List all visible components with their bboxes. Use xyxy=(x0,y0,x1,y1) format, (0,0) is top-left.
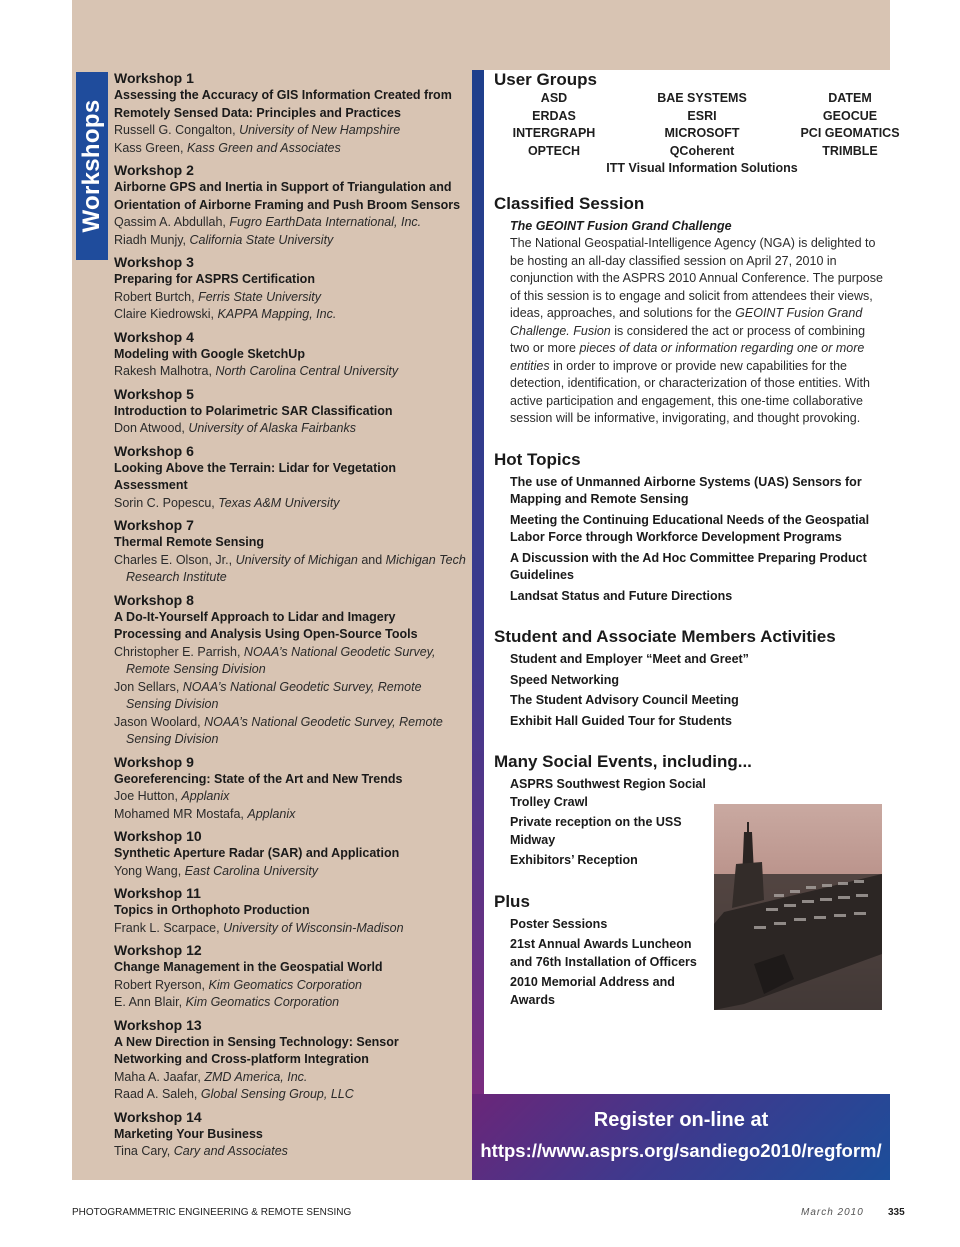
plus-list xyxy=(510,916,710,1010)
user-group-name: INTERGRAPH xyxy=(512,126,596,140)
presenter-name: Qassim A. Abdullah, xyxy=(114,215,230,229)
presenter-name: Don Atwood, xyxy=(114,421,189,435)
presenter-name: Tina Cary, xyxy=(114,1144,174,1158)
presenter xyxy=(114,1069,466,1087)
presenter xyxy=(114,232,466,250)
presenter xyxy=(114,679,466,714)
student-item: Speed Networking xyxy=(510,672,620,687)
student-list xyxy=(510,651,886,730)
user-group-name: ESRI xyxy=(687,108,717,123)
presenter xyxy=(114,495,466,513)
hot-topics-item: A Discussion with the Ad Hoc Committee Preparing Product Guidelines xyxy=(510,550,867,582)
user-group-name: PCI GEOMATICS xyxy=(800,126,900,140)
issue-date: March 2010 xyxy=(801,1207,864,1218)
workshop-title: A New Direction in Sensing Technology: Sensor Networking and Cross-platform Integration xyxy=(114,1034,399,1066)
workshop-item xyxy=(114,828,466,880)
workshop-item xyxy=(114,885,466,937)
workshop-title: Thermal Remote Sensing xyxy=(114,535,265,549)
presenter-affiliation: Applanix xyxy=(181,789,230,803)
presenter-affiliation: Kim Geomatics Corporation xyxy=(208,977,363,992)
presenter xyxy=(114,994,466,1012)
presenter-affiliation: University of Alaska Fairbanks xyxy=(188,421,357,435)
workshop-number: Workshop 4 xyxy=(114,328,194,345)
presenter-affiliation: North Carolina Central University xyxy=(215,364,399,378)
hot-topics-heading: Hot Topics xyxy=(494,449,581,469)
presenter-affiliation: NOAA’s National Geodetic Survey, Remote Sensing Division xyxy=(126,714,443,746)
workshop-item xyxy=(114,1017,466,1104)
hot-topics-item: Landsat Status and Future Directions xyxy=(510,588,733,603)
social-item: Private reception on the USS Midway xyxy=(510,815,682,847)
social-item: Exhibitors’ Reception xyxy=(510,853,638,867)
workshop-title: Preparing for ASPRS Certification xyxy=(114,272,315,286)
workshop-item xyxy=(114,754,466,824)
page-footer xyxy=(72,1207,908,1223)
presenter xyxy=(114,122,466,140)
student-heading: Student and Associate Members Activities xyxy=(494,627,836,646)
workshop-title: A Do-It-Yourself Approach to Lidar and Imagery Processing and Analysis Using Open-Source Tools xyxy=(114,609,418,641)
presenter-name: Rakesh Malhotra, xyxy=(114,364,216,378)
workshop-number: Workshop 5 xyxy=(114,385,194,402)
presenter-name: Christopher E. Parrish, xyxy=(114,644,244,659)
register-url-link[interactable]: https://www.asprs.org/sandiego2010/regform/ xyxy=(480,1140,882,1161)
user-group-name: MICROSOFT xyxy=(664,126,740,140)
presenter-name: Frank L. Scarpace, xyxy=(114,920,224,935)
presenter xyxy=(114,214,466,232)
side-tab-label: Workshops xyxy=(78,99,105,233)
workshop-number: Workshop 14 xyxy=(114,1108,202,1125)
workshop-number: Workshop 9 xyxy=(114,753,194,770)
presenter xyxy=(114,420,466,438)
classified-subtitle: The GEOINT Fusion Grand Challenge xyxy=(510,218,732,233)
presenter xyxy=(114,806,466,824)
workshop-item xyxy=(114,70,466,157)
presenter-affiliation: Ferris State University xyxy=(198,289,322,304)
user-group-name: GEOCUE xyxy=(822,108,878,123)
presenter-affiliation: NOAA’s National Geodetic Survey, Remote Sensing Division xyxy=(126,644,436,676)
workshop-title: Change Management in the Geospatial World xyxy=(114,960,383,974)
workshop-item xyxy=(114,254,466,324)
para-italic-1: GEOINT Fusion Grand Challenge. Fusion xyxy=(510,306,863,338)
register-banner xyxy=(472,1094,890,1180)
presenter xyxy=(114,788,466,806)
presenter-affiliation: Applanix xyxy=(247,806,296,821)
workshop-number: Workshop 1 xyxy=(114,70,194,86)
presenter xyxy=(114,977,466,995)
user-group-name: ASD xyxy=(540,91,568,105)
presenter-affiliation: Kim Geomatics Corporation xyxy=(185,995,340,1009)
workshop-item xyxy=(114,162,466,249)
student-item: Exhibit Hall Guided Tour for Students xyxy=(510,713,732,728)
presenter xyxy=(114,863,466,881)
presenter-affiliation: University of Michigan xyxy=(235,552,358,567)
workshop-title: Introduction to Polarimetric SAR Classification xyxy=(114,403,393,418)
user-group-name: DATEM xyxy=(828,91,872,105)
workshop-title: Assessing the Accuracy of GIS Information Created from Remotely Sensed Data: Principles and Practices xyxy=(114,88,452,120)
workshop-item xyxy=(114,592,466,749)
classified-heading: Classified Session xyxy=(494,193,645,213)
workshop-title: Modeling with Google SketchUp xyxy=(114,346,305,361)
para-text-2: is considered the act or process of combining two or more xyxy=(510,323,866,355)
presenter-affiliation: Kass Green and Associates xyxy=(186,140,341,155)
presenter xyxy=(114,920,466,938)
student-item: The Student Advisory Council Meeting xyxy=(510,693,739,707)
presenter xyxy=(114,1143,466,1161)
workshop-item xyxy=(114,386,466,438)
user-groups-grid xyxy=(494,90,910,178)
workshop-title: Georeferencing: State of the Art and New Trends xyxy=(114,771,403,786)
workshop-number: Workshop 13 xyxy=(114,1016,202,1033)
user-group-name: OPTECH xyxy=(527,143,581,158)
presenter-name: Claire Kiedrowski, xyxy=(114,307,218,321)
workshop-number: Workshop 11 xyxy=(114,885,201,901)
presenter-affiliation: Michigan Tech Research Institute xyxy=(126,552,466,584)
presenter-name: Riadh Munjy, xyxy=(114,232,190,247)
para-text-3: in order to improve or provide new capabilities for the detection, identification, or characterization of those entities. With active participation and engagement, this one-time collaborative session will be informative, invigorating, and thought provoking. xyxy=(510,358,870,425)
presenter xyxy=(114,714,466,749)
presenter-joiner: and xyxy=(357,552,386,567)
workshop-item xyxy=(114,1109,466,1161)
user-group-name: ERDAS xyxy=(532,108,576,123)
presenter xyxy=(114,289,466,307)
presenter-affiliation: Texas A&M University xyxy=(218,495,340,510)
workshop-title: Airborne GPS and Inertia in Support of Triangulation and Orientation of Airborne Framing and Push Broom Sensors xyxy=(114,180,461,212)
plus-item: 2010 Memorial Address and Awards xyxy=(510,975,675,1007)
presenter-name: Russell G. Congalton, xyxy=(114,123,240,137)
workshop-item xyxy=(114,329,466,381)
workshop-item xyxy=(114,517,466,587)
presenter-name: Raad A. Saleh, xyxy=(114,1087,201,1101)
presenter-name: Joe Hutton, xyxy=(114,789,182,803)
social-list xyxy=(510,776,710,870)
presenter-affiliation: California State University xyxy=(189,232,334,247)
presenter-name: Yong Wang, xyxy=(114,863,185,878)
journal-name: PHOTOGRAMMETRIC ENGINEERING & REMOTE SENSING xyxy=(72,1207,352,1218)
presenter-affiliation: University of Wisconsin-Madison xyxy=(223,920,404,935)
hot-topics-list xyxy=(510,474,886,606)
workshop-number: Workshop 2 xyxy=(114,162,194,178)
presenter-name: Jason Woolard, xyxy=(114,714,205,729)
user-group-name: TRIMBLE xyxy=(822,143,878,158)
workshop-title: Topics in Orthophoto Production xyxy=(114,903,310,917)
presenter-name: E. Ann Blair, xyxy=(114,995,186,1009)
presenter-name: Robert Ryerson, xyxy=(114,977,209,992)
workshops-side-tab xyxy=(76,72,108,260)
user-group-name: ITT Visual Information Solutions xyxy=(606,161,798,175)
presenter-name: Kass Green, xyxy=(114,140,187,155)
workshop-number: Workshop 3 xyxy=(114,254,194,270)
plus-item: Poster Sessions xyxy=(510,916,608,931)
presenter xyxy=(114,363,466,381)
workshop-number: Workshop 8 xyxy=(114,591,194,608)
user-group-name: BAE SYSTEMS xyxy=(657,91,747,105)
presenter-affiliation: Fugro EarthData International, Inc. xyxy=(229,215,422,229)
presenter-name: Charles E. Olson, Jr., xyxy=(114,552,236,567)
workshop-title: Marketing Your Business xyxy=(114,1126,263,1141)
plus-heading: Plus xyxy=(494,891,530,911)
register-line1: Register on-line at xyxy=(593,1109,769,1131)
presenter-name: Mohamed MR Mostafa, xyxy=(114,806,248,821)
gradient-bar xyxy=(472,70,484,1094)
workshop-item xyxy=(114,942,466,1012)
student-item: Student and Employer “Meet and Greet” xyxy=(510,652,749,666)
presenter-name: Maha A. Jaafar, xyxy=(114,1069,205,1084)
presenter xyxy=(114,140,466,158)
classified-paragraph xyxy=(510,235,886,428)
presenter xyxy=(114,306,466,324)
presenter-affiliation: NOAA’s National Geodetic Survey, Remote Sensing Division xyxy=(126,679,422,711)
workshop-item xyxy=(114,443,466,513)
presenter xyxy=(114,1086,466,1104)
presenter-affiliation: ZMD America, Inc. xyxy=(204,1069,308,1084)
hot-topics-item: Meeting the Continuing Educational Needs of the Geospatial Labor Force through Workforce Development Programs xyxy=(510,512,870,544)
social-heading: Many Social Events, including... xyxy=(494,752,752,771)
social-item: ASPRS Southwest Region Social Trolley Crawl xyxy=(510,777,706,809)
uss-midway-photo xyxy=(714,804,882,1010)
presenter-affiliation: KAPPA Mapping, Inc. xyxy=(217,307,337,321)
presenter-name: Robert Burtch, xyxy=(114,289,199,304)
user-groups-heading: User Groups xyxy=(494,70,597,89)
workshop-number: Workshop 6 xyxy=(114,442,194,459)
workshop-number: Workshop 12 xyxy=(114,942,202,958)
workshops-list xyxy=(114,70,466,1166)
page-number: 335 xyxy=(888,1207,905,1218)
user-group-name: QCoherent xyxy=(669,143,735,158)
presenter-name: Jon Sellars, xyxy=(114,679,183,694)
workshop-title: Synthetic Aperture Radar (SAR) and Application xyxy=(114,846,400,860)
workshop-title: Looking Above the Terrain: Lidar for Vegetation Assessment xyxy=(114,460,396,492)
presenter-affiliation: Global Sensing Group, LLC xyxy=(200,1087,354,1101)
presenter-affiliation: University of New Hampshire xyxy=(239,123,401,137)
para-text-1: The National Geospatial-Intelligence Agency (NGA) is delighted to be hosting an all-day classified session on April 27, 2010 in conjunction with the ASPRS 2010 Annual Conference. The purpose of this session is to engage and solicit from attendees their views, ideas, approaches, and solutions for the xyxy=(510,236,883,320)
workshop-number: Workshop 7 xyxy=(114,517,194,533)
presenter xyxy=(114,552,466,587)
para-italic-2: pieces of data or information regarding one or more entities xyxy=(510,341,865,373)
presenter-affiliation: East Carolina University xyxy=(184,863,319,878)
presenter-name: Sorin C. Popescu, xyxy=(114,495,219,510)
presenter xyxy=(114,644,466,679)
plus-item: 21st Annual Awards Luncheon and 76th Installation of Officers xyxy=(510,937,697,969)
workshop-number: Workshop 10 xyxy=(114,828,202,844)
presenter-affiliation: Cary and Associates xyxy=(173,1144,288,1158)
hot-topics-item: The use of Unmanned Airborne Systems (UAS) Sensors for Mapping and Remote Sensing xyxy=(510,474,862,506)
